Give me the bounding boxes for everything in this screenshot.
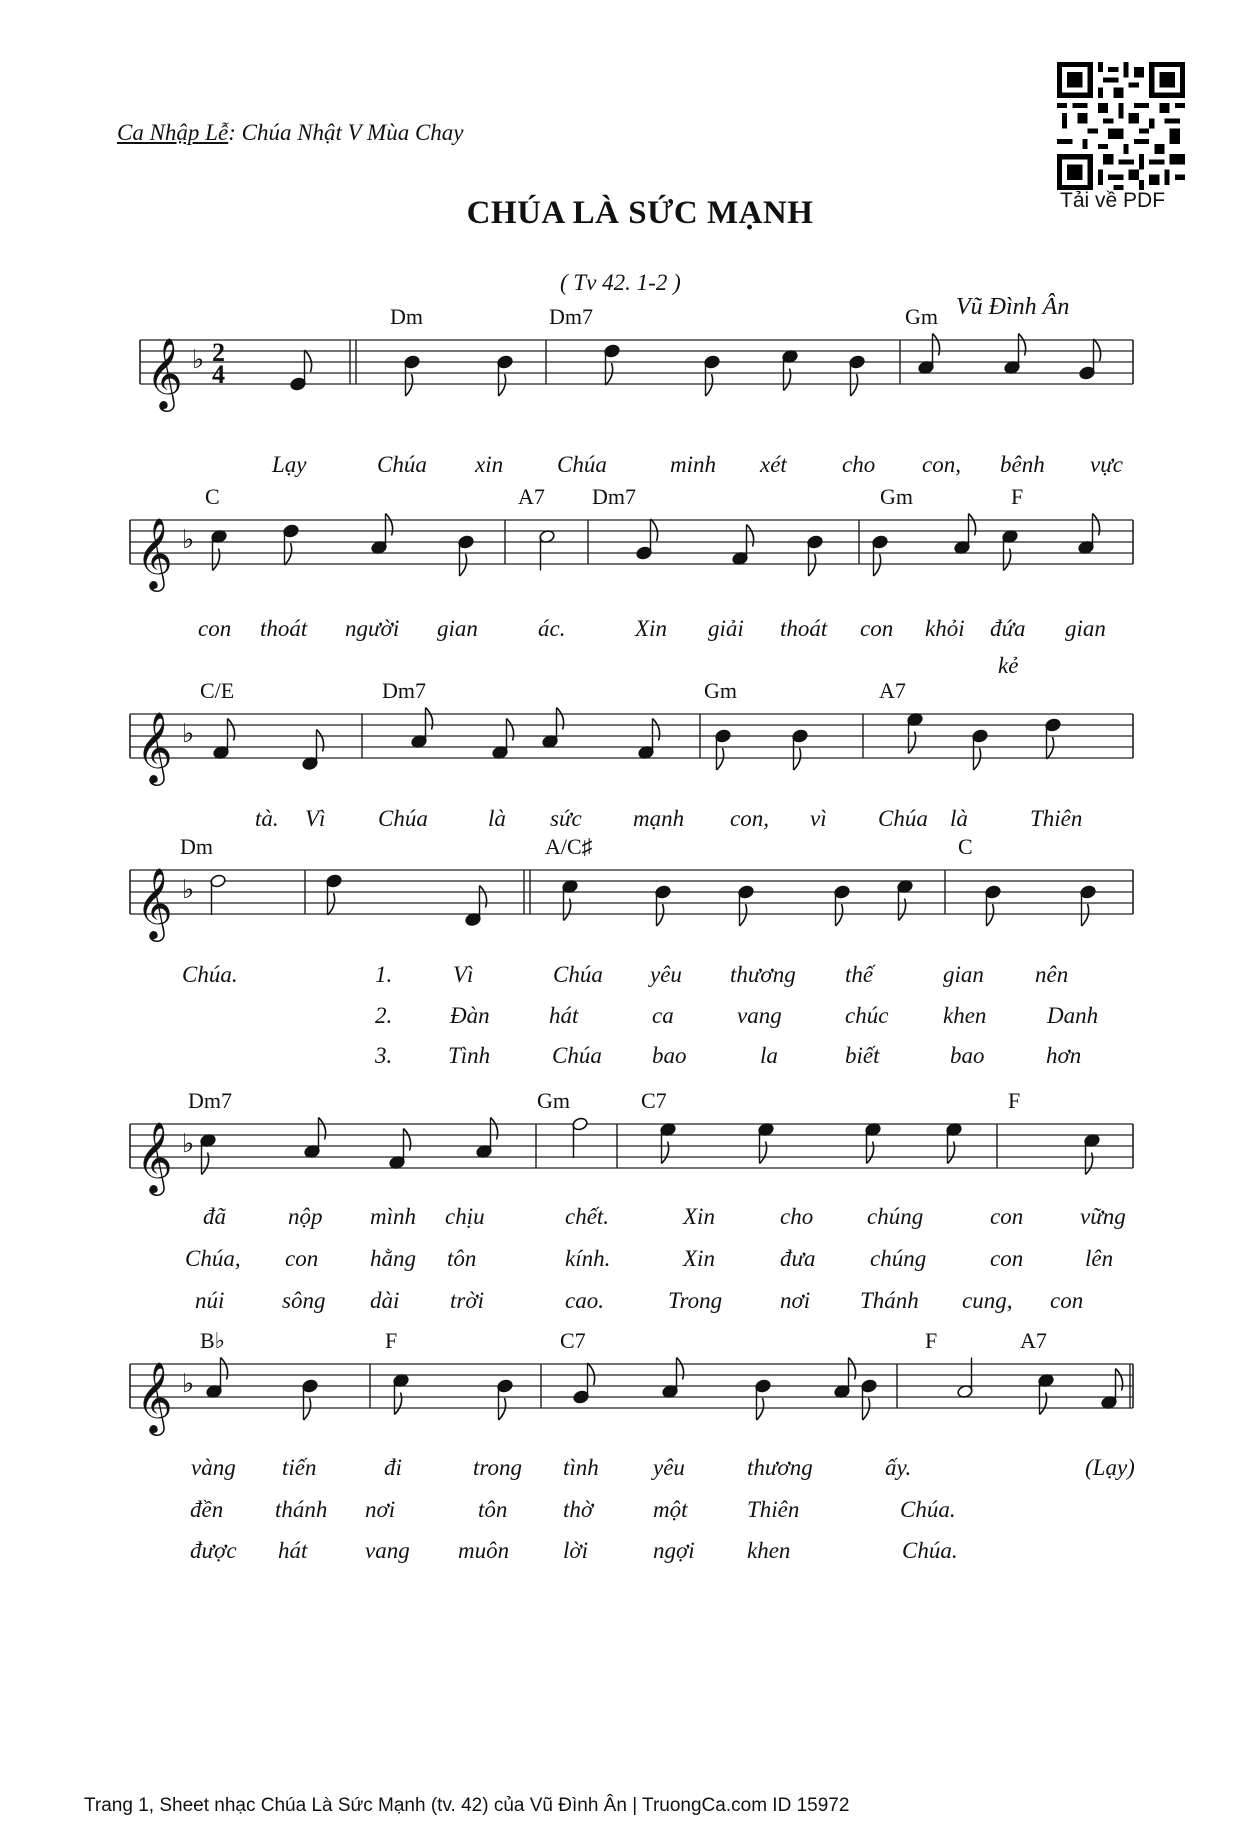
treble-clef-icon: 𝄞 xyxy=(136,866,173,939)
lyric-syllable: kẻ xyxy=(998,653,1019,678)
lyric-syllable: gian xyxy=(943,962,984,987)
psalm-reference: ( Tv 42. 1-2 ) xyxy=(560,270,681,295)
chord-symbol: C7 xyxy=(641,1088,667,1113)
key-signature-flat-icon: ♭ xyxy=(192,345,205,375)
time-signature-denominator: 4 xyxy=(212,360,225,389)
lyric-syllable: cung, xyxy=(962,1288,1013,1313)
lyric-syllable: khen xyxy=(747,1538,791,1563)
lyric-syllable: vang xyxy=(365,1538,410,1563)
time-signature-numerator: 2 xyxy=(212,338,225,367)
chord-symbol: Dm7 xyxy=(549,304,593,329)
lyric-syllable: là xyxy=(488,806,506,831)
lyric-syllable: thế xyxy=(845,962,874,987)
lyric-syllable: nộp xyxy=(288,1204,323,1229)
lyric-syllable: khỏi xyxy=(925,616,965,641)
treble-clef-icon: 𝄞 xyxy=(146,336,183,409)
mass-occasion-rest: : Chúa Nhật V Mùa Chay xyxy=(228,120,464,145)
lyric-syllable: Đàn xyxy=(450,1003,490,1028)
lyric-syllable: nơi xyxy=(365,1497,396,1522)
lyric-syllable: Chúa xyxy=(378,806,428,831)
lyric-syllable: ngợi xyxy=(653,1538,695,1563)
chord-symbol: Dm7 xyxy=(592,484,636,509)
chord-symbol: Dm xyxy=(390,304,423,329)
chord-symbol: C7 xyxy=(560,1328,586,1353)
treble-clef-icon: 𝄞 xyxy=(136,710,173,783)
lyric-syllable: ác. xyxy=(538,616,566,641)
lyric-syllable: vực xyxy=(1090,452,1123,477)
lyric-syllable: dài xyxy=(370,1288,400,1313)
lyric-syllable: chúng xyxy=(870,1246,927,1271)
lyric-syllable: 2. xyxy=(375,1003,393,1028)
lyric-syllable: Lạy xyxy=(272,452,307,477)
chord-symbol: C xyxy=(958,834,973,859)
lyric-syllable: vì xyxy=(810,806,827,831)
lyric-syllable: con xyxy=(198,616,232,641)
lyric-syllable: 3. xyxy=(375,1043,393,1068)
lyric-syllable: người xyxy=(345,616,400,641)
lyric-syllable: Chúa xyxy=(377,452,427,477)
lyric-syllable: Xin xyxy=(683,1246,715,1271)
lyric-syllable: minh xyxy=(670,452,716,477)
note xyxy=(755,1379,772,1420)
lyric-syllable: đi xyxy=(384,1455,402,1480)
lyric-syllable: Chúa. xyxy=(902,1538,958,1563)
download-pdf-link[interactable]: Tải về PDF xyxy=(1060,189,1166,212)
lyric-syllable: tiến xyxy=(282,1455,317,1480)
lyric-syllable: Thiên xyxy=(747,1497,800,1522)
lyric-syllable: yêu xyxy=(650,962,682,987)
lyric-syllable: hơn xyxy=(1046,1043,1082,1068)
lyric-syllable: bao xyxy=(950,1043,985,1068)
lyric-syllable: con xyxy=(1050,1288,1084,1313)
lyric-syllable: con xyxy=(860,616,894,641)
note xyxy=(861,1379,878,1420)
lyric-syllable: Chúa xyxy=(557,452,607,477)
lyric-syllable: sông xyxy=(282,1288,326,1313)
mass-occasion-lead: Ca Nhập Lễ xyxy=(117,120,229,145)
lyric-syllable: Trong xyxy=(668,1288,723,1313)
key-signature-flat-icon: ♭ xyxy=(182,1129,195,1159)
composer-name: Vũ Đình Ân xyxy=(956,294,1070,320)
lyric-syllable: cho xyxy=(842,452,876,477)
chord-symbol: F xyxy=(1011,484,1024,509)
chord-symbol: Gm xyxy=(537,1088,570,1113)
treble-clef-icon: 𝄞 xyxy=(136,1360,173,1433)
lyric-syllable: chúng xyxy=(867,1204,924,1229)
chord-symbol: Dm7 xyxy=(188,1088,232,1113)
lyric-syllable: đứa xyxy=(990,616,1026,641)
chord-symbol: F xyxy=(925,1328,938,1353)
lyric-syllable: thương xyxy=(730,962,796,987)
lyric-syllable: hát xyxy=(278,1538,308,1563)
lyric-syllable: nơi xyxy=(780,1288,811,1313)
lyric-syllable: ấy. xyxy=(885,1455,912,1480)
lyric-syllable: xét xyxy=(760,452,787,477)
lyric-syllable: vang xyxy=(737,1003,782,1028)
key-signature-flat-icon: ♭ xyxy=(182,875,195,905)
lyric-syllable: gian xyxy=(437,616,478,641)
lyric-syllable: chịu xyxy=(445,1204,485,1229)
lyric-syllable: mạnh xyxy=(633,806,685,831)
lyric-syllable: biết xyxy=(845,1043,880,1068)
lyric-syllable: hằng xyxy=(370,1246,416,1271)
lyric-syllable: thoát xyxy=(260,616,308,641)
chord-symbol: B♭ xyxy=(200,1328,226,1353)
chord-symbol: C/E xyxy=(200,678,235,703)
lyric-syllable: tôn xyxy=(478,1497,508,1522)
key-signature-flat-icon: ♭ xyxy=(182,1369,195,1399)
lyric-syllable: trong xyxy=(473,1455,522,1480)
lyric-syllable: Chúa xyxy=(878,806,928,831)
lyric-syllable: (Lạy) xyxy=(1085,1455,1135,1480)
lyric-syllable: vàng xyxy=(191,1455,236,1480)
lyric-syllable: đã xyxy=(203,1204,226,1229)
lyric-syllable: tôn xyxy=(447,1246,477,1271)
chord-symbol: Gm xyxy=(880,484,913,509)
lyric-syllable: gian xyxy=(1065,616,1106,641)
lyric-syllable: chết. xyxy=(565,1204,610,1229)
chord-symbol: A7 xyxy=(1020,1328,1047,1353)
lyric-syllable: Vì xyxy=(453,962,474,987)
chord-symbol: C xyxy=(205,484,220,509)
lyric-syllable: đền xyxy=(190,1497,224,1522)
lyric-syllable: bênh xyxy=(1000,452,1045,477)
lyric-syllable: mình xyxy=(370,1204,416,1229)
lyric-syllable: sức xyxy=(550,806,582,831)
lyric-syllable: Chúa. xyxy=(182,962,238,987)
lyric-syllable: thờ xyxy=(563,1497,594,1522)
lyric-syllable: Thánh xyxy=(860,1288,919,1313)
lyric-syllable: chúc xyxy=(845,1003,889,1028)
lyric-syllable: hát xyxy=(549,1003,579,1028)
chord-symbol: F xyxy=(385,1328,398,1353)
chord-symbol: Gm xyxy=(704,678,737,703)
lyric-syllable: đưa xyxy=(780,1246,816,1271)
lyric-syllable: Thiên xyxy=(1030,806,1083,831)
lyric-syllable: con xyxy=(285,1246,319,1271)
chord-symbol: Dm xyxy=(180,834,213,859)
key-signature-flat-icon: ♭ xyxy=(182,719,195,749)
lyric-syllable: con xyxy=(990,1204,1024,1229)
lyric-syllable: tà. xyxy=(255,806,279,831)
lyric-syllable: trời xyxy=(450,1288,485,1313)
lyric-syllable: là xyxy=(950,806,968,831)
chord-symbol: Gm xyxy=(905,304,938,329)
lyric-syllable: Danh xyxy=(1047,1003,1099,1028)
note xyxy=(302,1379,319,1420)
lyric-syllable: vững xyxy=(1080,1204,1126,1229)
lyric-syllable: thương xyxy=(747,1455,813,1480)
lyric-syllable: lời xyxy=(563,1538,589,1563)
lyric-syllable: Tình xyxy=(448,1043,491,1068)
note xyxy=(497,1379,514,1420)
lyric-syllable: con, xyxy=(922,452,961,477)
treble-clef-icon: 𝄞 xyxy=(136,1120,173,1193)
lyric-syllable: Chúa xyxy=(553,962,603,987)
lyric-syllable: Vì xyxy=(305,806,326,831)
chord-symbol: A7 xyxy=(518,484,545,509)
lyric-syllable: thoát xyxy=(780,616,828,641)
lyric-syllable: lên xyxy=(1085,1246,1114,1271)
treble-clef-icon: 𝄞 xyxy=(136,516,173,589)
lyric-syllable: cho xyxy=(780,1204,814,1229)
lyric-syllable: 1. xyxy=(375,962,393,987)
lyric-syllable: Chúa xyxy=(552,1043,602,1068)
chord-symbol: A/C♯ xyxy=(545,834,593,859)
chord-symbol: F xyxy=(1008,1088,1021,1113)
lyric-syllable: tình xyxy=(563,1455,599,1480)
lyric-syllable: Chúa. xyxy=(900,1497,956,1522)
lyric-syllable: được xyxy=(190,1538,237,1563)
lyric-syllable: con xyxy=(990,1246,1024,1271)
lyric-syllable: xin xyxy=(475,452,504,477)
lyric-syllable: la xyxy=(760,1043,778,1068)
lyric-syllable: nên xyxy=(1035,962,1069,987)
lyric-syllable: giải xyxy=(708,616,744,641)
lyric-syllable: thánh xyxy=(275,1497,328,1522)
chord-symbol: A7 xyxy=(879,678,906,703)
key-signature-flat-icon: ♭ xyxy=(182,525,195,555)
note xyxy=(573,1363,595,1404)
lyric-syllable: bao xyxy=(652,1043,687,1068)
footer-page-info: Trang 1, Sheet nhạc Chúa Là Sức Mạnh (tv. 42) của Vũ Đình Ân | TruongCa.com ID 15972 xyxy=(84,1795,850,1816)
lyric-syllable: kính. xyxy=(565,1246,611,1271)
lyric-syllable: ca xyxy=(652,1003,674,1028)
lyric-syllable: núi xyxy=(195,1288,225,1313)
lyric-syllable: Xin xyxy=(683,1204,715,1229)
chord-symbol: Dm7 xyxy=(382,678,426,703)
lyric-syllable: một xyxy=(653,1497,688,1522)
lyric-syllable: con, xyxy=(730,806,769,831)
lyric-syllable: yêu xyxy=(653,1455,685,1480)
lyric-syllable: Xin xyxy=(635,616,667,641)
lyric-syllable: cao. xyxy=(565,1288,604,1313)
lyric-syllable: khen xyxy=(943,1003,987,1028)
lyric-syllable: Chúa, xyxy=(185,1246,241,1271)
lyric-syllable: muôn xyxy=(458,1538,510,1563)
song-title: CHÚA LÀ SỨC MẠNH xyxy=(466,195,814,231)
